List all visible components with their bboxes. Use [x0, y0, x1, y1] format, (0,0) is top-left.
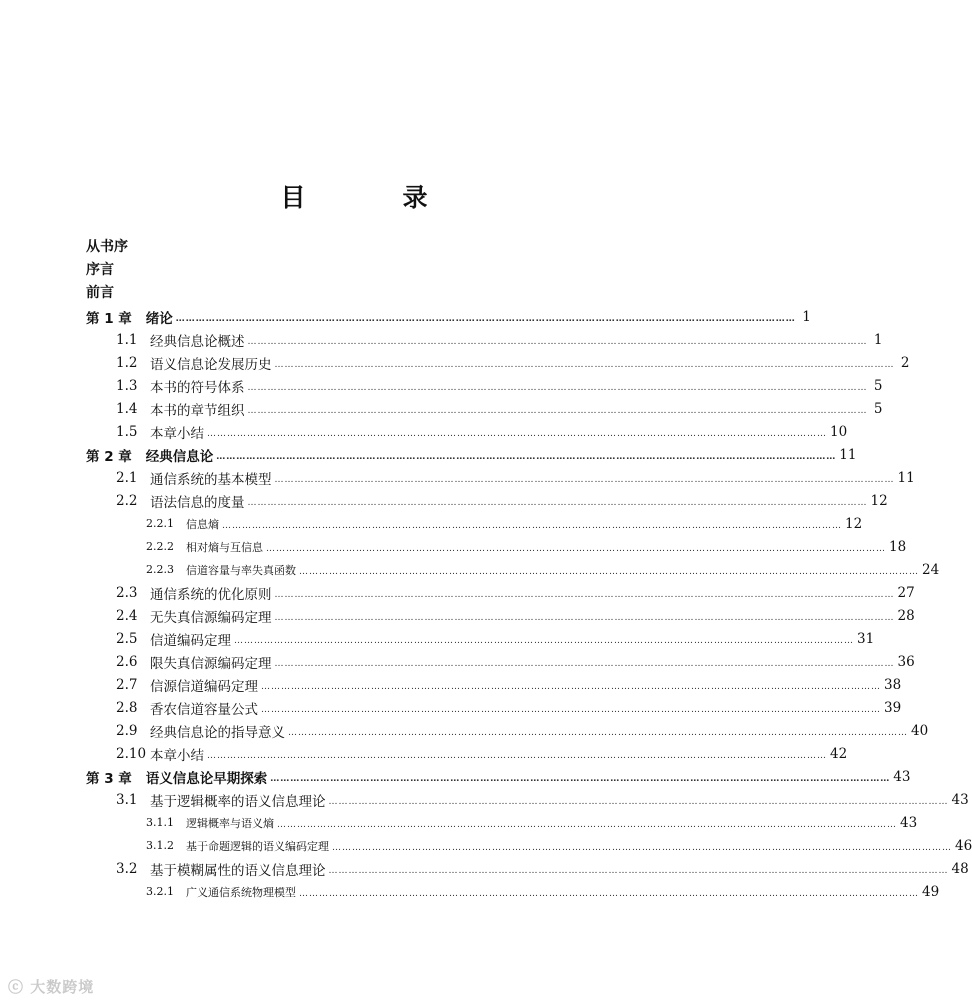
- toc-entry-subsection[interactable]: [146, 535, 907, 558]
- entry-number: 1.5: [116, 423, 138, 440]
- toc-entry-section[interactable]: [116, 673, 902, 696]
- entry-number: 2.1: [116, 469, 138, 486]
- entry-title: 绪论: [145, 310, 173, 327]
- entry-page-number: 11: [897, 469, 915, 486]
- entry-page-number: 40: [911, 722, 929, 739]
- toc-entry-subsection[interactable]: [146, 811, 918, 834]
- entry-page-number: 12: [870, 492, 888, 509]
- entry-page-number: 1: [873, 331, 883, 348]
- front-matter-item[interactable]: 前言: [86, 285, 114, 301]
- entry-title: 限失真信源编码定理: [150, 655, 272, 672]
- entry-title: 广义通信系统物理模型: [186, 885, 296, 899]
- entry-number: 2.9: [116, 722, 138, 739]
- entry-page-number: 5: [873, 400, 883, 417]
- entry-page-number: 11: [839, 446, 857, 463]
- entry-title: 信道编码定理: [150, 632, 231, 649]
- dot-leader: ……………………………………………………………………………………………………………………………………………………………………: [175, 313, 796, 324]
- dot-leader: ……………………………………………………………………………………………………………………………………………………………………: [274, 612, 895, 623]
- entry-number: 2.4: [116, 607, 138, 624]
- entry-title: 信道容量与率失真函数: [186, 563, 296, 577]
- entry-number: 第 3 章: [86, 770, 132, 787]
- front-matter-item[interactable]: 从书序: [86, 239, 128, 255]
- dot-leader: ……………………………………………………………………………………………………………………………………………………………………: [247, 336, 868, 347]
- entry-page-number: 43: [951, 791, 969, 808]
- entry-title: 相对熵与互信息: [186, 540, 263, 554]
- toc-entry-section[interactable]: [116, 489, 888, 512]
- toc-entry-subsection[interactable]: [146, 512, 863, 535]
- entry-number: 2.5: [116, 630, 138, 647]
- dot-leader: ……………………………………………………………………………………………………………………………………………………………………: [328, 796, 949, 807]
- dot-leader: ……………………………………………………………………………………………………………………………………………………………………: [266, 543, 886, 554]
- entry-page-number: 43: [893, 768, 911, 785]
- toc-entry-section[interactable]: [116, 627, 875, 650]
- dot-leader: ……………………………………………………………………………………………………………………………………………………………………: [274, 658, 895, 669]
- entry-title: 信息熵: [186, 517, 219, 531]
- entry-page-number: 43: [900, 814, 918, 831]
- toc-entry-section[interactable]: [116, 788, 969, 811]
- entry-page-number: 24: [922, 561, 940, 578]
- entry-title: 本章小结: [150, 747, 204, 764]
- dot-leader: ……………………………………………………………………………………………………………………………………………………………………: [222, 520, 842, 531]
- dot-leader: ……………………………………………………………………………………………………………………………………………………………………: [216, 451, 837, 462]
- toc-entry-section[interactable]: [116, 397, 883, 420]
- dot-leader: ……………………………………………………………………………………………………………………………………………………………………: [247, 405, 868, 416]
- entry-title: 经典信息论: [145, 448, 214, 465]
- entry-page-number: 5: [873, 377, 883, 394]
- entry-title: 通信系统的优化原则: [150, 586, 272, 603]
- entry-number: 2.10: [116, 745, 147, 762]
- toc-entry-section[interactable]: [116, 374, 883, 397]
- entry-number: 3.1.1: [146, 816, 174, 829]
- entry-number: 3.2.1: [146, 885, 174, 898]
- dot-leader: ……………………………………………………………………………………………………………………………………………………………………: [274, 589, 895, 600]
- entry-title: 信源信道编码定理: [150, 678, 258, 695]
- toc-entry-section[interactable]: [116, 328, 883, 351]
- entry-title: 基于逻辑概率的语义信息理论: [150, 793, 326, 810]
- toc-entry-section[interactable]: [116, 742, 848, 765]
- entry-page-number: 36: [897, 653, 915, 670]
- entry-number: 2.2: [116, 492, 138, 509]
- entry-number: 第 1 章: [86, 310, 132, 327]
- entry-number: 3.1.2: [146, 839, 174, 852]
- entry-page-number: 46: [955, 837, 972, 854]
- entry-title: 基于模糊属性的语义信息理论: [150, 862, 326, 879]
- entry-page-number: 28: [897, 607, 915, 624]
- entry-title: 基于命题逻辑的语义编码定理: [186, 839, 329, 853]
- entry-title: 经典信息论的指导意义: [150, 724, 285, 741]
- entry-title: 香农信道容量公式: [150, 701, 258, 718]
- dot-leader: ……………………………………………………………………………………………………………………………………………………………………: [270, 773, 891, 784]
- toc-entry-chapter[interactable]: [86, 443, 857, 466]
- entry-number: 2.2.3: [146, 563, 174, 576]
- dot-leader: ……………………………………………………………………………………………………………………………………………………………………: [247, 382, 868, 393]
- dot-leader: ……………………………………………………………………………………………………………………………………………………………………: [234, 635, 854, 646]
- toc-entry-section[interactable]: [116, 857, 969, 880]
- dot-leader: ……………………………………………………………………………………………………………………………………………………………………: [274, 474, 895, 485]
- entry-number: 2.8: [116, 699, 138, 716]
- dot-leader: ……………………………………………………………………………………………………………………………………………………………………: [277, 819, 897, 830]
- table-of-contents: [0, 236, 972, 903]
- toc-entry-subsection[interactable]: [146, 558, 940, 581]
- entry-number: 2.7: [116, 676, 138, 693]
- dot-leader: ……………………………………………………………………………………………………………………………………………………………………: [288, 727, 908, 738]
- toc-entry-section[interactable]: [116, 650, 915, 673]
- entry-title: 语法信息的度量: [150, 494, 245, 511]
- entry-number: 2.2.1: [146, 517, 174, 530]
- entry-number: 2.6: [116, 653, 138, 670]
- entry-title: 本书的章节组织: [150, 402, 245, 419]
- entry-number: 3.1: [116, 791, 138, 808]
- entry-title: 本章小结: [150, 425, 204, 442]
- entry-number: 1.1: [116, 331, 138, 348]
- toc-entry-section[interactable]: [116, 351, 910, 374]
- watermark-icon: ⓒ: [8, 978, 25, 996]
- toc-entry-subsection[interactable]: [146, 834, 972, 857]
- entry-number: 1.3: [116, 377, 138, 394]
- entry-title: 逻辑概率与语义熵: [186, 816, 274, 830]
- toc-entry-section[interactable]: [116, 604, 915, 627]
- toc-entry-section[interactable]: [116, 420, 848, 443]
- entry-page-number: 38: [884, 676, 902, 693]
- entry-page-number: 31: [857, 630, 875, 647]
- toc-entry-section[interactable]: [116, 581, 915, 604]
- entry-page-number: 42: [830, 745, 848, 762]
- toc-entry-section[interactable]: [116, 719, 929, 742]
- entry-page-number: 48: [951, 860, 969, 877]
- watermark-text: 大数跨境: [30, 978, 95, 996]
- dot-leader: ……………………………………………………………………………………………………………………………………………………………………: [207, 750, 827, 761]
- entry-title: 语义信息论早期探索: [145, 770, 268, 787]
- entry-page-number: 39: [884, 699, 902, 716]
- dot-leader: ……………………………………………………………………………………………………………………………………………………………………: [299, 888, 919, 899]
- dot-leader: ……………………………………………………………………………………………………………………………………………………………………: [247, 497, 868, 508]
- entry-number: 1.2: [116, 354, 138, 371]
- dot-leader: ……………………………………………………………………………………………………………………………………………………………………: [274, 359, 895, 370]
- entry-page-number: 12: [845, 515, 863, 532]
- entry-number: 1.4: [116, 400, 138, 417]
- entry-page-number: 10: [830, 423, 848, 440]
- entry-page-number: 2: [900, 354, 910, 371]
- dot-leader: ……………………………………………………………………………………………………………………………………………………………………: [328, 865, 949, 876]
- dot-leader: ……………………………………………………………………………………………………………………………………………………………………: [261, 681, 881, 692]
- entry-number: 2.3: [116, 584, 138, 601]
- entry-title: 本书的符号体系: [150, 379, 245, 396]
- entry-page-number: 27: [897, 584, 915, 601]
- entry-number: 2.2.2: [146, 540, 174, 553]
- entry-title: 经典信息论概述: [150, 333, 245, 350]
- page-title: 目 录: [280, 183, 464, 212]
- front-matter-item[interactable]: 序言: [86, 262, 114, 278]
- entry-number: 3.2: [116, 860, 138, 877]
- entry-page-number: 1: [802, 308, 811, 325]
- entry-number: 第 2 章: [86, 448, 132, 465]
- dot-leader: ……………………………………………………………………………………………………………………………………………………………………: [261, 704, 881, 715]
- watermark: [8, 976, 94, 997]
- toc-entry-chapter[interactable]: [86, 765, 911, 788]
- entry-title: 语义信息论发展历史: [150, 356, 272, 373]
- dot-leader: ……………………………………………………………………………………………………………………………………………………………………: [207, 428, 827, 439]
- entry-title: 无失真信源编码定理: [150, 609, 272, 626]
- toc-entry-section[interactable]: [116, 696, 902, 719]
- toc-entry-section[interactable]: [116, 466, 915, 489]
- entry-title: 通信系统的基本模型: [150, 471, 272, 488]
- dot-leader: ……………………………………………………………………………………………………………………………………………………………………: [299, 566, 919, 577]
- dot-leader: ……………………………………………………………………………………………………………………………………………………………………: [332, 842, 952, 853]
- toc-entry-subsection[interactable]: [146, 880, 940, 903]
- toc-entry-chapter[interactable]: [86, 305, 811, 328]
- entry-page-number: 18: [889, 538, 907, 555]
- entry-page-number: 49: [922, 883, 940, 900]
